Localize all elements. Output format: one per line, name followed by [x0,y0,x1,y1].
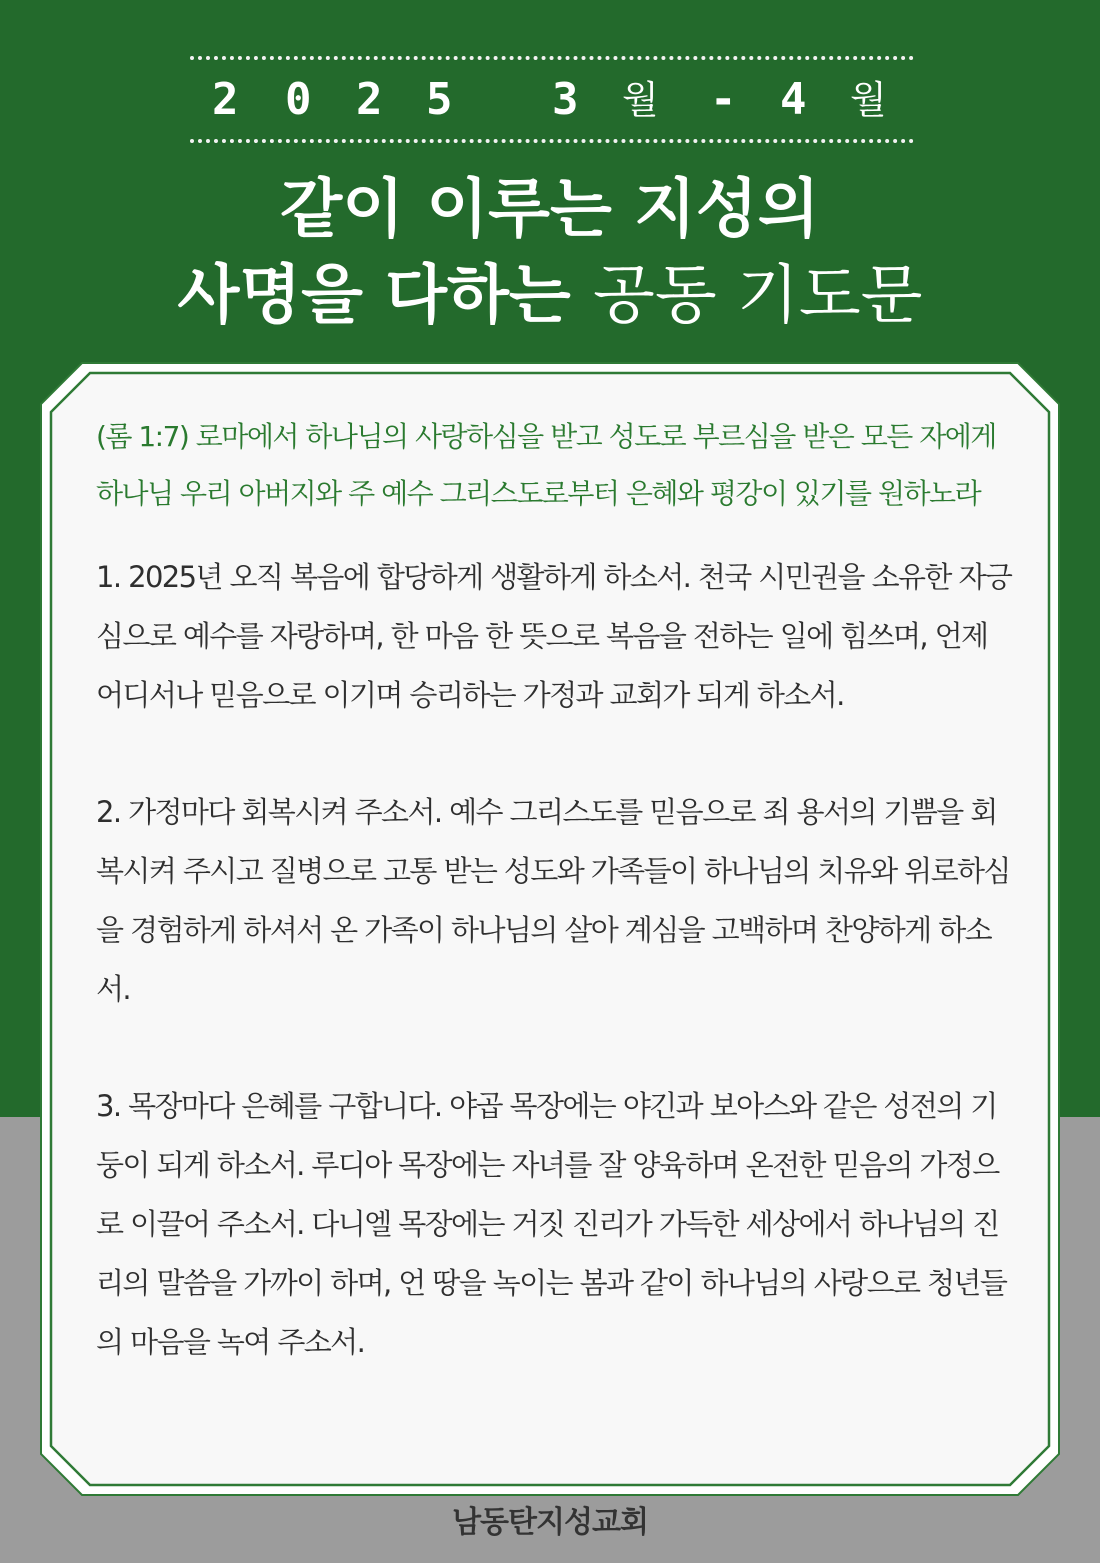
date-char: 4 [780,74,807,125]
date-char: 월 [850,78,887,122]
date-range [190,70,914,130]
scripture-verse: (롬 1:7) 로마에서 하나님의 사랑하심을 받고 성도로 부르심을 받은 모든 자에게 하나님 우리 아버지와 주 예수 그리스도로부터 은혜와 평강이 있기를 원하노라 [96,420,996,510]
prayer-item-3: 3. 목장마다 은혜를 구합니다. 야곱 목장에는 야긴과 보아스와 같은 성전의 기둥이 되게 하소서. 루디아 목장에는 자녀를 잘 양육하며 온전한 믿음의 가정으로 이끌어 주소서. 다니엘 목장에는 거짓 진리가 가득한 세상에서 하나님의 진리의 말씀을 가까이 하며, 언 땅을 녹이는 봄과 같이 하나님의 사랑으로 청년들의 마음을 녹여 주소서. [96,1089,1007,1359]
date-char: 월 [622,78,659,122]
dotted-divider-bottom [190,139,914,143]
title-line-2 [0,254,1100,338]
date-char: 2 [212,74,239,125]
prayer-item-2: 2. 가정마다 회복시켜 주소서. 예수 그리스도를 믿음으로 죄 용서의 기쁨을 회복시켜 주시고 질병으로 고통 받는 성도와 가족들이 하나님의 치유와 위로하심을 경험하게 하셔서 온 가족이 하나님의 살아 계심을 고백하며 찬양하게 하소서. [96,795,1010,1006]
date-char: 5 [426,74,453,125]
church-name: 남동탄지성교회 [452,1505,648,1540]
title-line-1: 같이 이루는 지성의 [280,173,820,247]
title-light-part: 공동 기도문 [593,259,923,333]
date-char: 3 [552,74,579,125]
dotted-divider-top [190,56,914,60]
title-bold-part: 사명을 다하는 [177,259,571,333]
card-content [96,408,1016,1430]
date-char: - [710,74,737,125]
date-char: 0 [285,74,312,125]
prayer-item-1: 1. 2025년 오직 복음에 합당하게 생활하게 하소서. 천국 시민권을 소유한 자긍심으로 예수를 자랑하며, 한 마음 한 뜻으로 복음을 전하는 일에 힘쓰며, 언제 어디서나 믿음으로 이기며 승리하는 가정과 교회가 되게 하소서. [96,560,1012,712]
date-char: 2 [356,74,383,125]
prayer-card [40,362,1060,1496]
